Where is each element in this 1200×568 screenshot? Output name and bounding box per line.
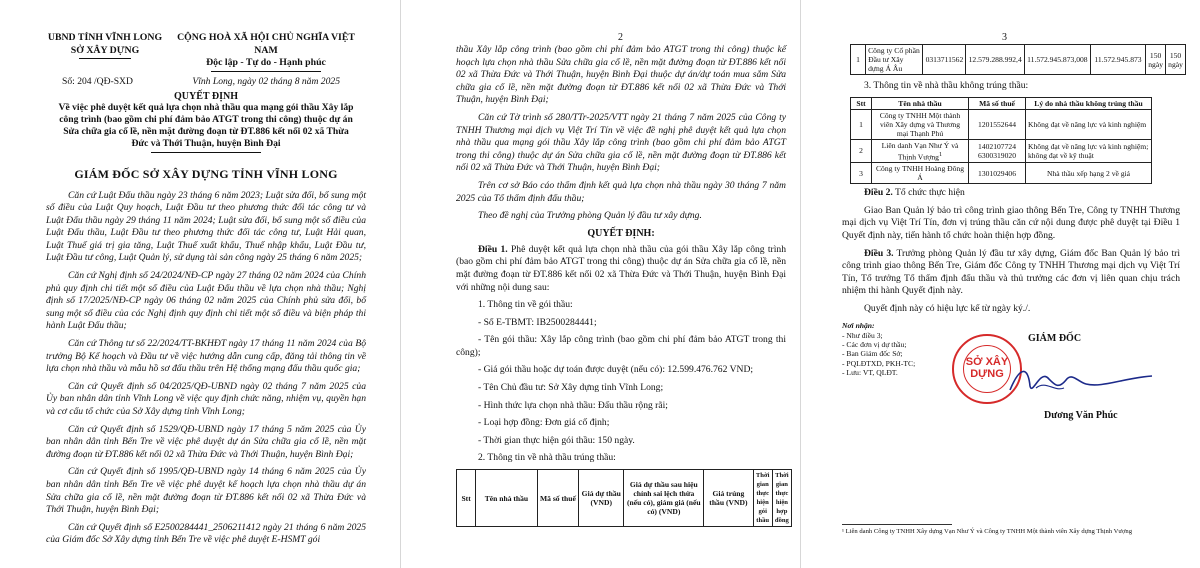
table-cell: Không đạt về năng lực và kinh nghiệm; không đạt về kỹ thuật: [1026, 139, 1152, 163]
seal-text: SỞ XÂY DỰNG: [965, 356, 1009, 380]
table-header-row: [457, 470, 792, 527]
table-cell: Công ty Cổ phần Đầu tư Xây dựng Á Âu: [866, 45, 923, 75]
column-header: Tên nhà thầu: [872, 97, 969, 109]
legal-basis: Căn cứ Luật Đấu thầu ngày 23 tháng 6 năm 2023; Luật sửa đổi, bổ sung một số điều của Luật Quy hoạch, Luật Đầu tư theo phương thức đối tác công tư và Luật Đấu thầu ngày 29 tháng 11 năm 2024; Luật sửa đổi, bổ sung một số điều của Luật Đấu thầu, Luật Đầu tư theo phương thức đối tác công tư, Luật Hải quan, Luật Thuế giá trị gia tăng, Luật Thuế xuất khẩu, Thuế nhập khẩu, Luật Đầu tư, Luật Đầu tư công, Luật Quản lý, sử dụng tài sản công ngày 25 tháng 6 năm 2025;: [46, 189, 366, 264]
column-header: Stt: [457, 470, 476, 527]
decision-heading: QUYẾT ĐỊNH:: [587, 227, 655, 239]
document-page-3: [810, 0, 1190, 568]
footnote: ¹ Liên danh Công ty TNHH Xây dựng Vạn Như Ý và Công ty TNHH Một thành viên Xây dựng Thịnh Vượng: [842, 528, 1133, 535]
table-cell: 1: [851, 109, 872, 139]
page-separator: [400, 0, 401, 568]
loser-table: [850, 97, 1152, 185]
column-header: Thời gian thực hiện gói thầu: [753, 470, 772, 527]
signatory-title: GIÁM ĐỐC: [1028, 333, 1082, 344]
cell-text: Liên danh Vạn Như Ý và Thịnh Vượng: [881, 140, 959, 162]
page-separator: [800, 0, 801, 568]
agency-name: UBND TỈNH VĨNH LONG: [47, 32, 163, 43]
package-info-heading: 1. Thông tin về gói thầu:: [478, 299, 573, 311]
nation-name: CỘNG HOÀ XÃ HỘI CHỦ NGHĨA VIỆT NAM: [177, 32, 355, 56]
document-header: [46, 32, 366, 72]
loser-heading: 3. Thông tin về nhà thầu không trúng thầu:: [864, 80, 1029, 91]
table-cell: 2: [851, 139, 872, 163]
table-row: [851, 109, 1152, 139]
table-cell: 11.572.945.873,008: [1024, 45, 1090, 75]
table-row: [851, 45, 1186, 75]
article-1-label: Điều 1.: [478, 243, 508, 255]
article-3-label: Điều 3.: [864, 247, 894, 259]
issuing-agency: [46, 32, 164, 72]
article-2-text: Giao Ban Quản lý bảo trì công trình giao thông Bến Tre, Công ty TNHH Thương mại dịch vụ Việt Trí Tín, đơn vị trúng thầu căn cứ nội dung được phê duyệt tại Điều 1 Quyết định này, tiến hành tổ chức hoàn thiện hợp đồng.: [842, 204, 1180, 241]
package-info-item: - Giá gói thầu hoặc dự toán được duyệt (nếu có): 12.599.476.762 VND;: [478, 364, 754, 376]
table-cell: 150 ngày: [1146, 45, 1166, 75]
table-cell: 1402107724 6300319020: [969, 139, 1026, 163]
column-header: Lý do nhà thầu không trúng thầu: [1026, 97, 1152, 109]
page-number: 3: [1002, 32, 1007, 43]
divider: [211, 71, 321, 72]
legal-basis: Căn cứ Quyết định số 1529/QĐ-UBND ngày 17 tháng 5 năm 2025 của Ủy ban nhân dân tỉnh Bến Tre về việc phê duyệt dự án Sửa chữa gia cố lề, nền mặt đường đoạn từ ĐT.886 kết nối 02 xã Thừa Đức và Thới Thuận, huyện Bình Đại;: [46, 423, 366, 460]
issuing-authority: GIÁM ĐỐC SỞ XÂY DỰNG TỈNH VĨNH LONG: [74, 166, 338, 181]
column-header: Mã số thuế: [969, 97, 1026, 109]
legal-basis: Căn cứ Quyết định số 04/2025/QĐ-UBND ngày 02 tháng 7 năm 2025 của Ủy ban nhân dân tỉnh Vĩnh Long về việc quy định chức năng, nhiệm vụ, quyền hạn và cơ cấu tổ chức của Sở Xây dựng tỉnh Vĩnh Long;: [46, 380, 366, 417]
legal-basis-continued: thầu Xây lắp công trình (bao gồm chi phí đảm bảo ATGT trong thi công) thuộc kế hoạch lựa chọn nhà thầu Sửa chữa gia cố lề, nền mặt đường đoạn từ ĐT.886 kết nối 02 xã Thừa Đức và Thới Thuận, huyện Bình Đại thuộc dự án/dự toán mua sắm Sửa chữa gia cố lề, nền mặt đường đoạn từ ĐT.886 kết nối 02 xã Thừa Đức và Thới Thuận, huyện Bình Đại;: [456, 44, 786, 106]
winner-heading: 2. Thông tin về nhà thầu trúng thầu:: [478, 452, 616, 464]
column-header: Thời gian thực hiện hợp đồng: [772, 470, 791, 527]
effective-clause: Quyết định này có hiệu lực kể từ ngày ký./.: [864, 302, 1031, 314]
national-motto: Độc lập - Tự do - Hạnh phúc: [206, 57, 326, 68]
table-cell: Nhà thầu xếp hạng 2 về giá: [1026, 163, 1152, 184]
package-info-item: - Hình thức lựa chọn nhà thầu: Đấu thầu rộng rãi;: [478, 399, 668, 411]
article-2-title: Tổ chức thực hiện: [895, 187, 965, 199]
recipient-item: - Lưu: VT, QLĐT.: [842, 367, 898, 377]
document-date: Vĩnh Long, ngày 02 tháng 8 năm 2025: [192, 75, 340, 87]
package-info-item: - Thời gian thực hiện gói thầu: 150 ngày.: [478, 434, 635, 446]
recipient-item: - Như điều 3;: [842, 330, 883, 340]
package-info-item: - Tên Chủ đầu tư: Sở Xây dựng tỉnh Vĩnh Long;: [478, 382, 664, 394]
footnote-ref: 1: [938, 150, 943, 158]
divider: [79, 58, 131, 59]
winner-table-row: [850, 44, 1186, 75]
table-cell: Công ty TNHH Hoàng Đông Á: [872, 163, 969, 184]
article-1: [456, 244, 786, 294]
table-cell: 1301029406: [969, 163, 1026, 184]
legal-basis: Căn cứ Thông tư số 22/2024/TT-BKHĐT ngày 17 tháng 11 năm 2024 của Bộ trưởng Bộ Kế hoạch và Đầu tư về việc hướng dẫn cung cấp, đăng tải thông tin về lựa chọn nhà thầu và mẫu hồ sơ đấu thầu trên Hệ thống mạng đấu thầu quốc gia;: [46, 338, 366, 375]
table-cell: [872, 139, 969, 163]
article-3: [842, 248, 1180, 298]
article-2-label: Điều 2.: [864, 187, 893, 199]
table-cell: 3: [851, 163, 872, 184]
article-2-heading: [842, 187, 1180, 200]
package-info-item: - Loại hợp đồng: Đơn giá cố định;: [478, 417, 610, 429]
national-title: [166, 32, 366, 72]
legal-basis: Trên cơ sở Báo cáo thẩm định kết quả lựa chọn nhà thầu ngày 30 tháng 7 năm 2025 của Tổ thẩm định đấu thầu;: [456, 179, 786, 204]
handwritten-signature: [1006, 360, 1156, 400]
footnote-divider: [842, 524, 952, 525]
legal-basis: Theo đề nghị của Trưởng phòng Quản lý đầu tư xây dựng.: [478, 210, 702, 222]
recipient-item: - PQLĐTXD, PKH-TC;: [842, 358, 916, 368]
column-header: Tên nhà thầu: [476, 470, 538, 527]
divider: [151, 152, 261, 153]
number-date-row: [46, 76, 366, 87]
column-header: Giá dự thầu (VND): [579, 470, 624, 527]
document-subject: Về việc phê duyệt kết quả lựa chọn nhà thầu qua mạng gói thầu Xây lắp công trình (bao gồm chi phí đảm bảo ATGT trong thi công) thuộc dự án Sửa chữa gia cố lề, nền mặt đường đoạn từ ĐT.886 kết nối 02 xã Thừa Đức và Thới Thuận, huyện Bình Đại: [58, 101, 354, 149]
legal-basis: Căn cứ Tờ trình số 280/TTr-2025/VTT ngày 21 tháng 7 năm 2025 của Công ty TNHH Thương mại dịch vụ Việt Trí Tín về việc đề nghị phê duyệt kết quả lựa chọn nhà thầu qua mạng gói thầu Xây lắp công trình (bao gồm chi phí đảm bảo ATGT trong thi công) thuộc dự án Sửa chữa gia cố lề, nền mặt đường đoạn từ ĐT.886 kết nối 02 xã Thừa Đức và Thới Thuận, huyện Bình Đại;: [456, 111, 786, 174]
table-cell: 12.579.288.992,4: [966, 45, 1025, 75]
document-type: QUYẾT ĐỊNH: [174, 90, 238, 102]
legal-basis: Căn cứ Quyết định số 1995/QĐ-UBND ngày 14 tháng 6 năm 2025 của Ủy ban nhân dân tỉnh Bến Tre về việc phê duyệt kế hoạch lựa chọn nhà thầu dự án Sửa chữa gia cố lề, nền mặt đường đoạn từ ĐT.886 kết nối 02 xã Thừa Đức và Thới Thuận, huyện Bình Đại;: [46, 466, 366, 516]
article-1-text: Phê duyệt kết quả lựa chọn nhà thầu của gói thầu Xây lắp công trình (bao gồm chi phí đảm bảo ATGT trong thi công) thuộc dự án Sửa chữa gia cố lề, nền mặt đường đoạn từ ĐT.886 kết nối 02 xã Thừa Đức và Thới Thuận, huyện Bình Đại với những nội dung sau:: [456, 243, 786, 293]
seal-center: [963, 345, 1011, 393]
winner-table-header: [456, 469, 792, 527]
column-header: Giá trúng thầu (VND): [704, 470, 753, 527]
table-cell: 150 ngày: [1166, 45, 1186, 75]
recipients-title: Nơi nhận:: [842, 321, 875, 331]
package-info-item: - Số E-TBMT: IB2500284441;: [478, 316, 597, 328]
department-name: SỞ XÂY DỰNG: [70, 44, 140, 56]
table-row: [851, 139, 1152, 163]
column-header: Mã số thuế: [537, 470, 578, 527]
legal-basis: Căn cứ Nghị định số 24/2024/NĐ-CP ngày 27 tháng 02 năm 2024 của Chính phủ quy định chi tiết một số điều của Luật Đấu thầu về lựa chọn nhà thầu; Nghị định số 17/2025/NĐ-CP ngày 06 tháng 02 năm 2025 của Chính phủ sửa đổi, bổ sung một số điều của các Nghị định quy định chi tiết một số điều và biện pháp thi hành Luật Đấu thầu;: [46, 270, 366, 332]
footnote-block: [842, 520, 1172, 536]
table-cell: Công ty TNHH Một thành viên Xây dựng và Thương mại Thạnh Phú: [872, 109, 969, 139]
article-3-text: Trưởng phòng Quản lý đầu tư xây dựng, Giám đốc Ban Quản lý bảo trì công trình giao thông Bến Tre, Giám đốc Công ty TNHH Thương mại dịch vụ Việt Trí Tín, Tổ trưởng Tổ thẩm định đấu thầu và thủ trưởng các đơn vị liên quan chịu trách nhiệm thi hành Quyết định này.: [842, 247, 1181, 297]
package-info-item: - Tên gói thầu: Xây lắp công trình (bao gồm chi phí đảm bảo ATGT trong thi công);: [456, 334, 786, 358]
table-header-row: [851, 97, 1152, 109]
recipient-item: - Ban Giám đốc Sở;: [842, 349, 903, 359]
column-header: Stt: [851, 97, 872, 109]
page-number: 2: [618, 32, 623, 43]
table-cell: 1: [851, 45, 866, 75]
recipient-item: - Các đơn vị dự thầu;: [842, 340, 907, 350]
table-cell: 0313711562: [923, 45, 966, 75]
table-cell: Không đạt về năng lực và kinh nghiệm: [1026, 109, 1152, 139]
document-number: Số: 204 /QĐ-SXD: [62, 75, 133, 87]
document-page-2: [420, 0, 800, 568]
signer-name: Dương Văn Phúc: [1044, 410, 1118, 421]
column-header: Giá dự thầu sau hiệu chỉnh sai lệch thừa (nếu có), giảm giá (nếu có) (VND): [624, 470, 704, 527]
legal-basis: Căn cứ Quyết định số E2500284441_2506211412 ngày 21 tháng 6 năm 2025 của Giám đốc Sở Xây dựng tỉnh Bến Tre về việc phê duyệt E-HSMT gói: [46, 521, 366, 546]
table-cell: 1201552644: [969, 109, 1026, 139]
document-page-1: [0, 0, 380, 568]
table-cell: 11.572.945.873: [1090, 45, 1145, 75]
table-row: [851, 163, 1152, 184]
